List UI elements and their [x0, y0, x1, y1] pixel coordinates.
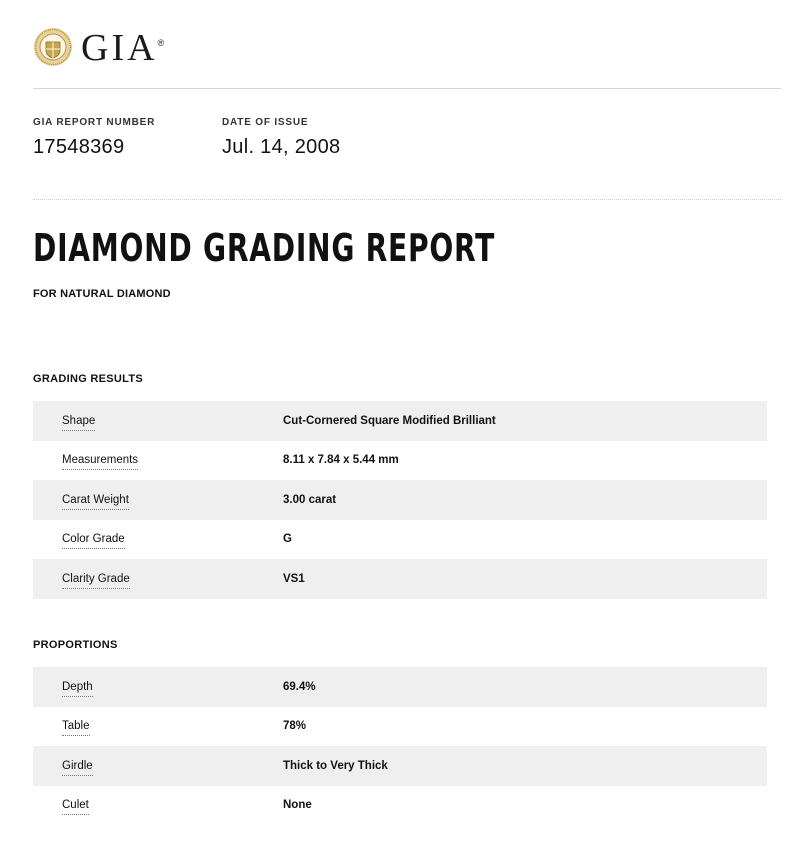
- row-label[interactable]: Shape: [62, 415, 95, 431]
- row-label[interactable]: Depth: [62, 681, 93, 697]
- report-subtitle: FOR NATURAL DIAMOND: [33, 288, 171, 300]
- report-title: DIAMOND GRADING REPORT: [33, 226, 496, 270]
- row-label[interactable]: Culet: [62, 799, 89, 815]
- grading-results-table: [33, 401, 767, 599]
- registered-mark: ®: [157, 38, 165, 48]
- gia-wordmark: GIA®: [81, 27, 165, 69]
- row-value: 78%: [283, 720, 307, 733]
- gia-seal-icon: [33, 27, 73, 67]
- row-value: VS1: [283, 572, 305, 585]
- table-row: [33, 707, 767, 747]
- row-value: 69.4%: [283, 680, 316, 693]
- date-of-issue-label: DATE OF ISSUE: [222, 117, 309, 128]
- dotted-divider: [33, 199, 781, 200]
- table-row: [33, 786, 767, 826]
- proportions-table: [33, 667, 767, 825]
- proportions-heading: PROPORTIONS: [33, 639, 118, 651]
- table-row: [33, 520, 767, 560]
- row-label[interactable]: Table: [62, 720, 90, 736]
- report-number-value: 17548369: [33, 136, 125, 158]
- report-number-label: GIA REPORT NUMBER: [33, 117, 156, 128]
- table-row: [33, 746, 767, 786]
- report-number-block: [33, 117, 155, 159]
- header-divider: [33, 88, 781, 89]
- row-value: 8.11 x 7.84 x 5.44 mm: [283, 454, 399, 467]
- row-label[interactable]: Girdle: [62, 760, 93, 776]
- table-row: [33, 401, 767, 441]
- table-row: [33, 667, 767, 707]
- row-value: Thick to Very Thick: [283, 759, 388, 772]
- gia-header: [33, 22, 164, 72]
- date-of-issue-value: Jul. 14, 2008: [222, 136, 341, 158]
- date-of-issue-block: [222, 117, 340, 159]
- row-label[interactable]: Clarity Grade: [62, 573, 130, 589]
- row-value: 3.00 carat: [283, 493, 337, 506]
- grading-results-heading: GRADING RESULTS: [33, 373, 144, 385]
- row-label[interactable]: Color Grade: [62, 533, 125, 549]
- row-value: Cut-Cornered Square Modified Brilliant: [283, 414, 496, 427]
- row-label[interactable]: Measurements: [62, 454, 138, 470]
- table-row: [33, 480, 767, 520]
- table-row: [33, 441, 767, 481]
- row-label[interactable]: Carat Weight: [62, 494, 129, 510]
- row-value: G: [283, 533, 292, 546]
- row-value: None: [283, 799, 312, 812]
- table-row: [33, 559, 767, 599]
